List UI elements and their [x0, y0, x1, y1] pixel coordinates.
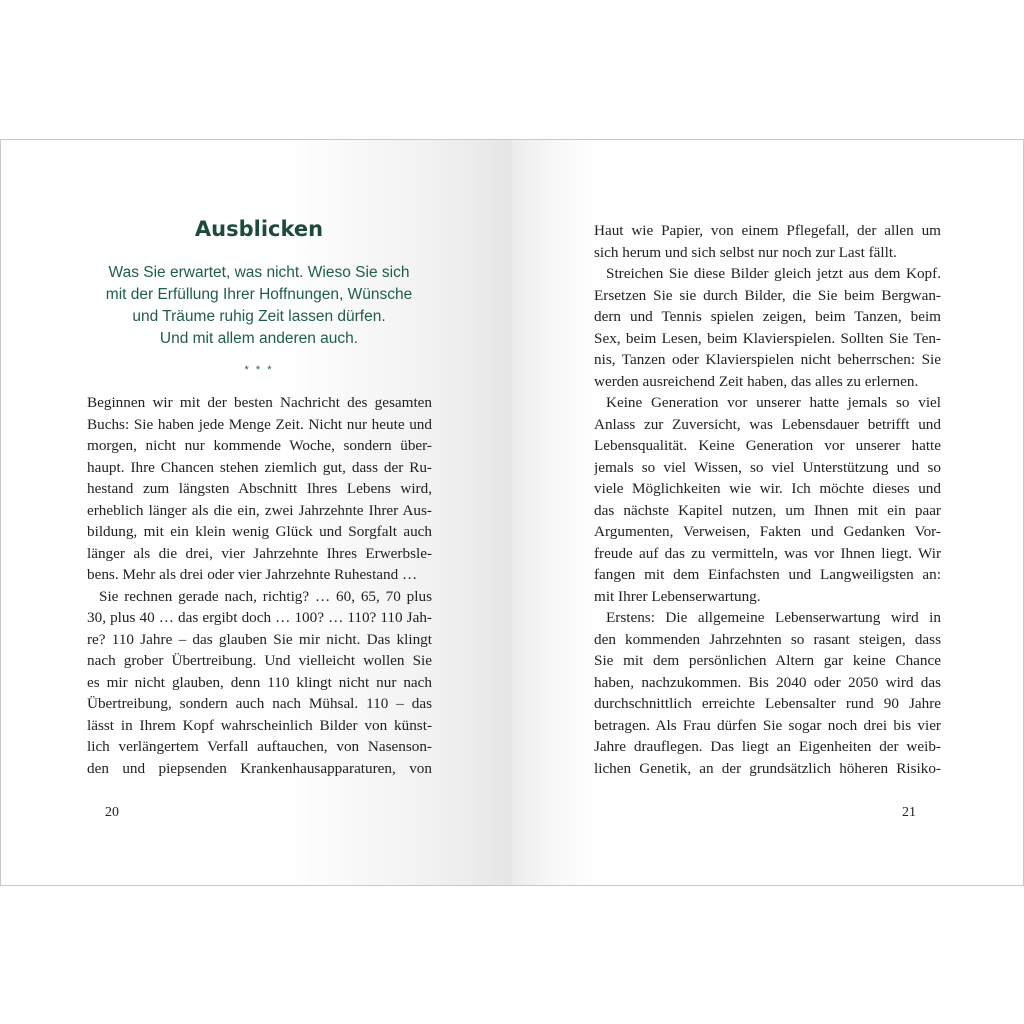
text-line: das nächste Kapitel nutzen, um Ihnen mit ein paar	[594, 501, 941, 519]
text-line: haupt. Ihre Chancen stehen ziemlich gut, dass der Ru-	[87, 458, 432, 476]
left-body-text	[87, 392, 432, 779]
text-line: nis, Tanzen oder Klavierspielen nicht beherrschen: Sie	[594, 351, 941, 368]
lead-line: und Träume ruhig Zeit lassen dürfen.	[132, 308, 386, 325]
text-line: es mir nicht glauben, denn 110 klingt nicht nur nach	[87, 673, 432, 691]
text-line: viele Möglichkeiten wie wir. Ich möchte dieses und	[594, 480, 941, 497]
chapter-lead	[87, 262, 431, 350]
text-line: den und piepsenden Krankenhausapparaturen, von	[87, 759, 432, 777]
text-line: Sie mit dem persönlichen Altern gar keine Chance	[594, 652, 941, 669]
text-line: haben, nachzukommen. Bis 2040 oder 2050 wird das	[594, 673, 941, 691]
text-line: erheblich länger als die ein, zwei Jahrzehnte Ihrer Aus-	[87, 501, 432, 519]
right-body-text	[594, 220, 941, 779]
text-line: morgen, nicht nur kommende Woche, sondern über-	[87, 437, 432, 454]
text-line: hestand zum längsten Abschnitt Ihres Lebens wird,	[87, 480, 432, 497]
text-line: mit Ihrer Lebenserwartung.	[594, 587, 761, 605]
text-line: Sie rechnen gerade nach, richtig? … 60, 65, 70 plus	[99, 587, 432, 605]
text-line: 30, plus 40 … das ergibt doch … 100? … 110? 110 Jah-	[87, 609, 432, 626]
text-line: freude auf das zu vermitteln, was vor Ihnen liegt. Wir	[594, 544, 941, 562]
text-line: sich herum und sich selbst nur noch zur Last fällt.	[594, 243, 897, 261]
text-line: Übertreibung, sondern auch nach Mühsal. 110 – das	[87, 695, 432, 712]
text-line: durchschnittlich erreichte Lebensalter rund 90 Jahre	[594, 695, 941, 712]
right-page	[512, 140, 1023, 885]
chapter-title: Ausblicken	[194, 217, 324, 241]
lead-line: Und mit allem anderen auch.	[159, 330, 359, 347]
text-line: fangen mit dem Einfachsten und Langweiligsten an:	[594, 566, 941, 583]
text-line: Buchs: Sie haben jede Menge Zeit. Nicht nur heute und	[87, 415, 432, 433]
text-line: werden ausreichend Zeit haben, das alles zu erlernen.	[594, 372, 919, 390]
text-line: Haut wie Papier, von einem Pflegefall, der allen um	[594, 222, 941, 239]
book-spread	[0, 139, 1024, 886]
lead-line: mit der Erfüllung Ihrer Hoffnungen, Wünsche	[105, 286, 413, 303]
text-line: den kommenden Jahrzehnten so rasant steigen, dass	[594, 630, 941, 648]
text-line: Jahre drauflegen. Das liegt an Eigenheiten der weib-	[594, 738, 941, 755]
text-line: Argumenten, Verweisen, Fakten und Gedanken Vor-	[594, 523, 941, 540]
text-line: länger als die drei, vier Jahrzehnte Ihres Erwerbsle-	[87, 544, 432, 562]
left-page	[1, 140, 512, 885]
text-line: Sex, beim Lesen, beim Klavierspielen. Sollten Sie Ten-	[594, 329, 941, 347]
page-number: 20	[105, 805, 119, 820]
text-line: Erstens: Die allgemeine Lebenserwartung wird in	[606, 609, 941, 626]
text-line: Anlass zur Zuversicht, was Lebensdauer betrifft und	[594, 415, 941, 433]
text-line: lichen Genetik, an der grundsätzlich höheren Risiko-	[594, 759, 941, 777]
text-line: re? 110 Jahre – das glauben Sie mir nicht. Das klingt	[87, 630, 432, 648]
text-line: betragen. Als Frau dürfen Sie sogar noch drei bis vier	[594, 716, 941, 734]
text-line: bens. Mehr als drei oder vier Jahrzehnte Ruhestand …	[87, 566, 418, 583]
text-line: Streichen Sie diese Bilder gleich jetzt aus dem Kopf.	[606, 265, 941, 282]
text-line: nach grober Übertreibung. Und vielleicht wollen Sie	[87, 652, 432, 669]
text-line: Lebensqualität. Keine Generation vor unserer hatte	[594, 437, 941, 454]
text-line: lich verlängertem Verfall auftauchen, von Nasenson-	[87, 738, 432, 755]
section-separator: * * *	[244, 364, 274, 376]
text-line: Ersetzen Sie sie durch Bilder, die Sie beim Bergwan-	[594, 286, 941, 304]
page-number: 21	[902, 805, 916, 820]
text-line: Beginnen wir mit der besten Nachricht des gesamten	[87, 394, 432, 411]
text-line: dern und Tennis spielen zeigen, beim Tanzen, beim	[594, 308, 941, 325]
text-line: jemals so viel Wissen, so viel Unterstützung und so	[594, 458, 941, 476]
text-line: bildung, mit ein klein wenig Glück und Sorgfalt auch	[87, 523, 432, 540]
text-line: Keine Generation vor unserer hatte jemals so viel	[606, 394, 941, 411]
text-line: lässt in Ihrem Kopf wahrscheinlich Bilder von künst-	[87, 716, 432, 734]
lead-line: Was Sie erwartet, was nicht. Wieso Sie sich	[108, 264, 410, 281]
